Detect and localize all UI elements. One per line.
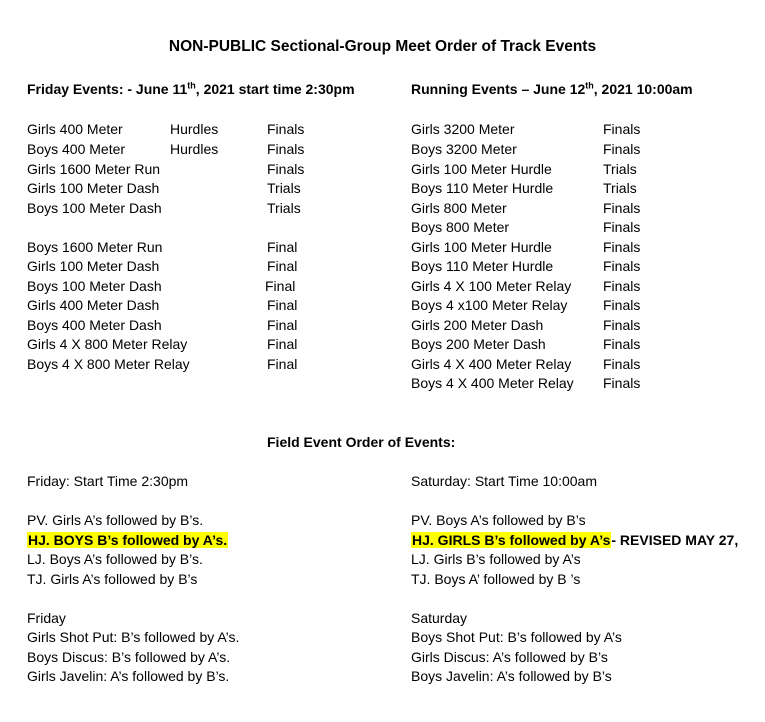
running-events-header — [411, 81, 693, 98]
running-event-round: Finals — [603, 317, 641, 333]
running-event-round: Finals — [603, 336, 641, 352]
friday-event-row: Girls 400 Meter — [27, 121, 123, 137]
running-event-row: Girls 100 Meter Hurdle — [411, 161, 552, 177]
running-event-round: Finals — [603, 258, 641, 274]
saturday-field-tj: TJ. Boys A’ followed by B ’s — [411, 571, 581, 587]
running-header-sup: th — [585, 80, 594, 91]
friday-event-row: Boys 4 X 800 Meter Relay — [27, 356, 190, 372]
running-event-row: Girls 4 X 100 Meter Relay — [411, 278, 572, 294]
friday-event-row: Girls 100 Meter Dash — [27, 180, 160, 196]
friday-event-row: Girls 4 X 800 Meter Relay — [27, 336, 188, 352]
friday-event-row: Boys 100 Meter Dash — [27, 278, 162, 294]
friday-field-pv: PV. Girls A’s followed by B’s. — [27, 512, 204, 528]
friday-hj-highlight: HJ. BOYS B’s followed by A’s. — [28, 532, 228, 548]
saturday-field-hj — [411, 532, 738, 549]
running-event-round: Finals — [603, 278, 641, 294]
running-event-row: Boys 3200 Meter — [411, 141, 517, 157]
friday-event-row: Girls 1600 Meter Run — [27, 161, 161, 177]
running-event-round: Finals — [603, 356, 641, 372]
friday-event-round: Finals — [267, 121, 305, 137]
running-event-row: Girls 100 Meter Hurdle — [411, 239, 552, 255]
saturday-field-start: Saturday: Start Time 10:00am — [411, 473, 597, 489]
friday-event-round: Final — [267, 317, 298, 333]
friday-header-time: , 2021 start time 2:30pm — [195, 81, 355, 97]
running-event-row: Boys 110 Meter Hurdle — [411, 180, 554, 196]
friday-event-round: Final — [267, 336, 298, 352]
running-event-row: Boys 4 X 400 Meter Relay — [411, 375, 574, 391]
friday-event-round: Final — [267, 239, 298, 255]
running-event-row: Boys 4 x100 Meter Relay — [411, 297, 568, 313]
saturday-discus: Girls Discus: A’s followed by B’s — [411, 649, 608, 665]
friday-header-text: Friday Events: - June 11 — [27, 81, 188, 97]
running-event-round: Finals — [603, 239, 641, 255]
running-event-row: Boys 110 Meter Hurdle — [411, 258, 554, 274]
running-event-round: Trials — [603, 180, 637, 196]
running-event-round: Trials — [603, 161, 637, 177]
running-event-row: Girls 200 Meter Dash — [411, 317, 544, 333]
friday-event-row: Girls 100 Meter Dash — [27, 258, 160, 274]
saturday-shot-put: Boys Shot Put: B’s followed by A’s — [411, 629, 622, 645]
friday-event-extra: Hurdles — [170, 121, 219, 137]
saturday-field-lj: LJ. Girls B’s followed by A’s — [411, 551, 581, 567]
friday-event-row: Girls 400 Meter Dash — [27, 297, 160, 313]
friday-discus: Boys Discus: B’s followed by A’s. — [27, 649, 231, 665]
friday-field-hj — [27, 532, 228, 549]
page-title: NON-PUBLIC Sectional-Group Meet Order of Track Events — [168, 38, 597, 55]
friday-event-round: Finals — [267, 141, 305, 157]
friday-event-round: Final — [267, 258, 298, 274]
field-events-title: Field Event Order of Events: — [267, 434, 456, 450]
running-event-round: Finals — [603, 219, 641, 235]
friday-event-round: Final — [267, 356, 298, 372]
running-event-row: Boys 200 Meter Dash — [411, 336, 546, 352]
friday-javelin: Girls Javelin: A’s followed by B’s. — [27, 668, 230, 684]
saturday-field-pv: PV. Boys A’s followed by B’s — [411, 512, 586, 528]
revised-note: - REVISED MAY 27, — [611, 532, 739, 548]
friday-event-row: Boys 400 Meter Dash — [27, 317, 162, 333]
running-event-row: Girls 800 Meter — [411, 200, 507, 216]
saturday-hj-highlight: HJ. GIRLS B’s followed by A’s — [412, 532, 611, 548]
saturday-javelin: Boys Javelin: A’s followed by B’s — [411, 668, 612, 684]
friday-event-extra: Hurdles — [170, 141, 219, 157]
friday-event-round: Final — [267, 297, 298, 313]
running-event-round: Finals — [603, 375, 641, 391]
friday-event-round: Final — [265, 278, 296, 294]
saturday-throws-day: Saturday — [411, 610, 468, 626]
friday-throws-day: Friday — [27, 610, 66, 626]
friday-event-round: Finals — [267, 161, 305, 177]
running-event-row: Girls 3200 Meter — [411, 121, 515, 137]
friday-header-sup: th — [187, 80, 196, 91]
friday-event-round: Trials — [267, 180, 301, 196]
friday-event-row: Boys 100 Meter Dash — [27, 200, 162, 216]
friday-events-header — [27, 81, 355, 98]
running-event-round: Finals — [603, 141, 641, 157]
running-event-round: Finals — [603, 200, 641, 216]
friday-event-row: Boys 400 Meter — [27, 141, 126, 157]
running-header-text: Running Events – June 12 — [411, 81, 586, 97]
running-event-row: Boys 800 Meter — [411, 219, 510, 235]
friday-shot-put: Girls Shot Put: B’s followed by A’s. — [27, 629, 240, 645]
friday-event-round: Trials — [267, 200, 301, 216]
friday-field-tj: TJ. Girls A’s followed by B’s — [27, 571, 198, 587]
friday-event-row: Boys 1600 Meter Run — [27, 239, 163, 255]
friday-field-start: Friday: Start Time 2:30pm — [27, 473, 189, 489]
friday-field-lj: LJ. Boys A’s followed by B’s. — [27, 551, 203, 567]
running-header-time: , 2021 10:00am — [593, 81, 693, 97]
running-event-round: Finals — [603, 297, 641, 313]
running-event-row: Girls 4 X 400 Meter Relay — [411, 356, 572, 372]
running-event-round: Finals — [603, 121, 641, 137]
